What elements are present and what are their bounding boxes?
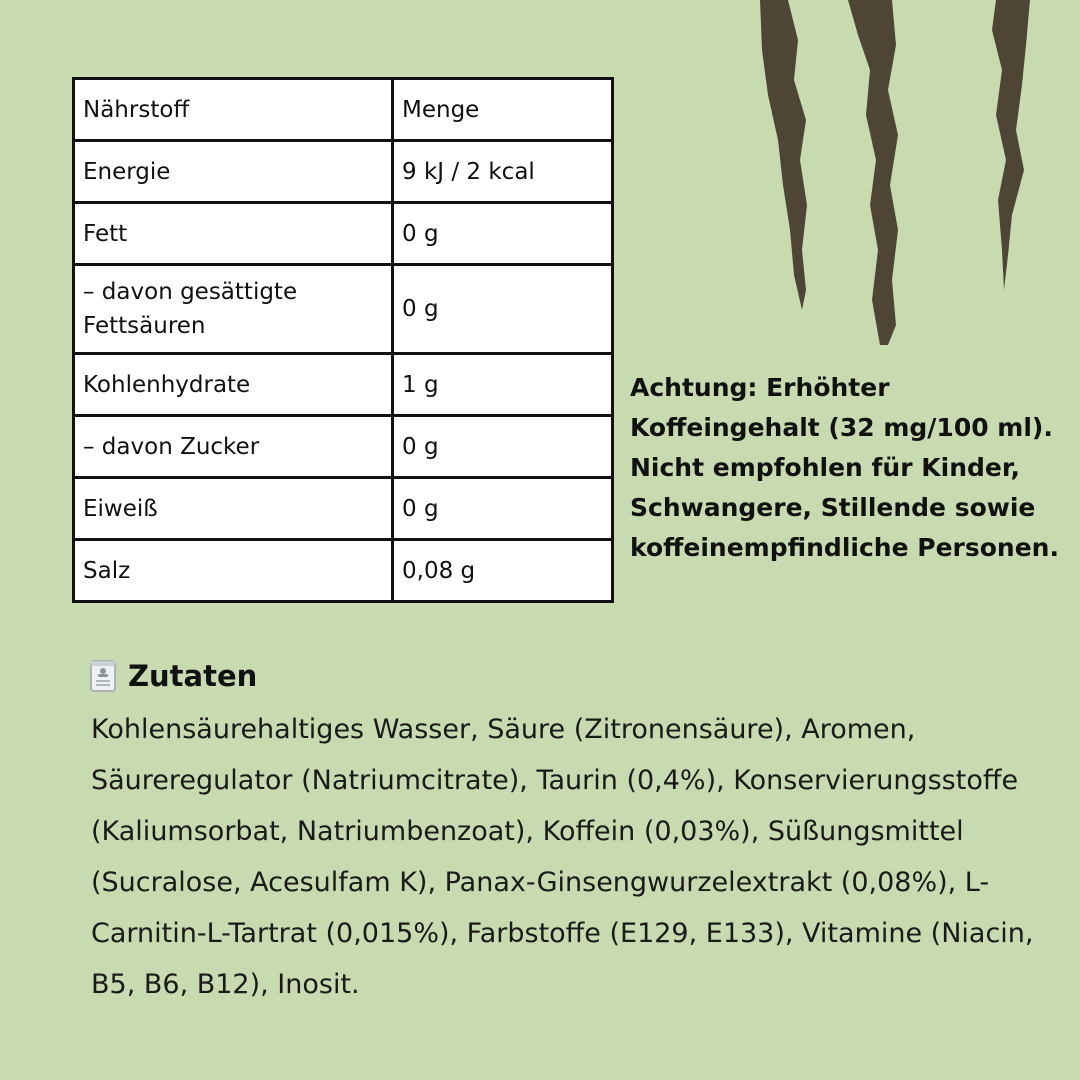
table-header-amount: Menge [393, 79, 613, 141]
claw-mark-left [760, 0, 807, 310]
nutrient-amount: 0 g [393, 478, 613, 540]
table-row [74, 540, 613, 602]
nutrient-label: Eiweiß [74, 478, 393, 540]
nutrient-amount: 0,08 g [393, 540, 613, 602]
nutrient-label: Fett [74, 203, 393, 265]
ingredients-title: Zutaten [128, 659, 258, 693]
nutrient-label: Energie [74, 141, 393, 203]
claw-mark-right [992, 0, 1030, 290]
table-row [74, 416, 613, 478]
table-row [74, 141, 613, 203]
table-row [74, 478, 613, 540]
table-header-nutrient: Nährstoff [74, 79, 393, 141]
nutrient-label: Kohlenhydrate [74, 354, 393, 416]
table-header-row [74, 79, 613, 141]
nutrient-amount: 0 g [393, 203, 613, 265]
claw-mark-middle [848, 0, 898, 345]
nutrition-table [72, 77, 614, 603]
nutrient-label: Salz [74, 540, 393, 602]
ingredients-list: Kohlensäurehaltiges Wasser, Säure (Zitronensäure), Aromen, Säureregulator (Natriumcitrate), Taurin (0,4%), Konservierungsstoffe (Kaliumsorbat, Natriumbenzoat), Koffein (0,03%), Süßungsmittel (Sucralose, Acesulfam K), Panax-Ginsengwurzelextrakt (0,08%), L-Carnitin-L-Tartrat (0,015%), Farbstoffe (E129, E133), Vitamine (Niacin, B5, B6, B12), Inosit. [91, 714, 1034, 1000]
caffeine-warning: Achtung: Erhöhter Koffeingehalt (32 mg/100 ml). Nicht empfohlen für Kinder, Schwangere, Stillende sowie koffeinempfindliche Personen. [630, 373, 1059, 562]
nutrient-amount: 0 g [393, 416, 613, 478]
nutrient-amount: 1 g [393, 354, 613, 416]
nutrient-label: – davon Zucker [74, 416, 393, 478]
document-icon [90, 660, 116, 692]
claw-logo [740, 0, 1080, 345]
nutrient-amount: 0 g [393, 265, 613, 354]
table-row [74, 354, 613, 416]
table-row [74, 265, 613, 354]
table-row [74, 203, 613, 265]
ingredients-heading [90, 652, 257, 700]
nutrient-label: – davon gesättigte Fettsäuren [74, 265, 393, 354]
nutrient-amount: 9 kJ / 2 kcal [393, 141, 613, 203]
